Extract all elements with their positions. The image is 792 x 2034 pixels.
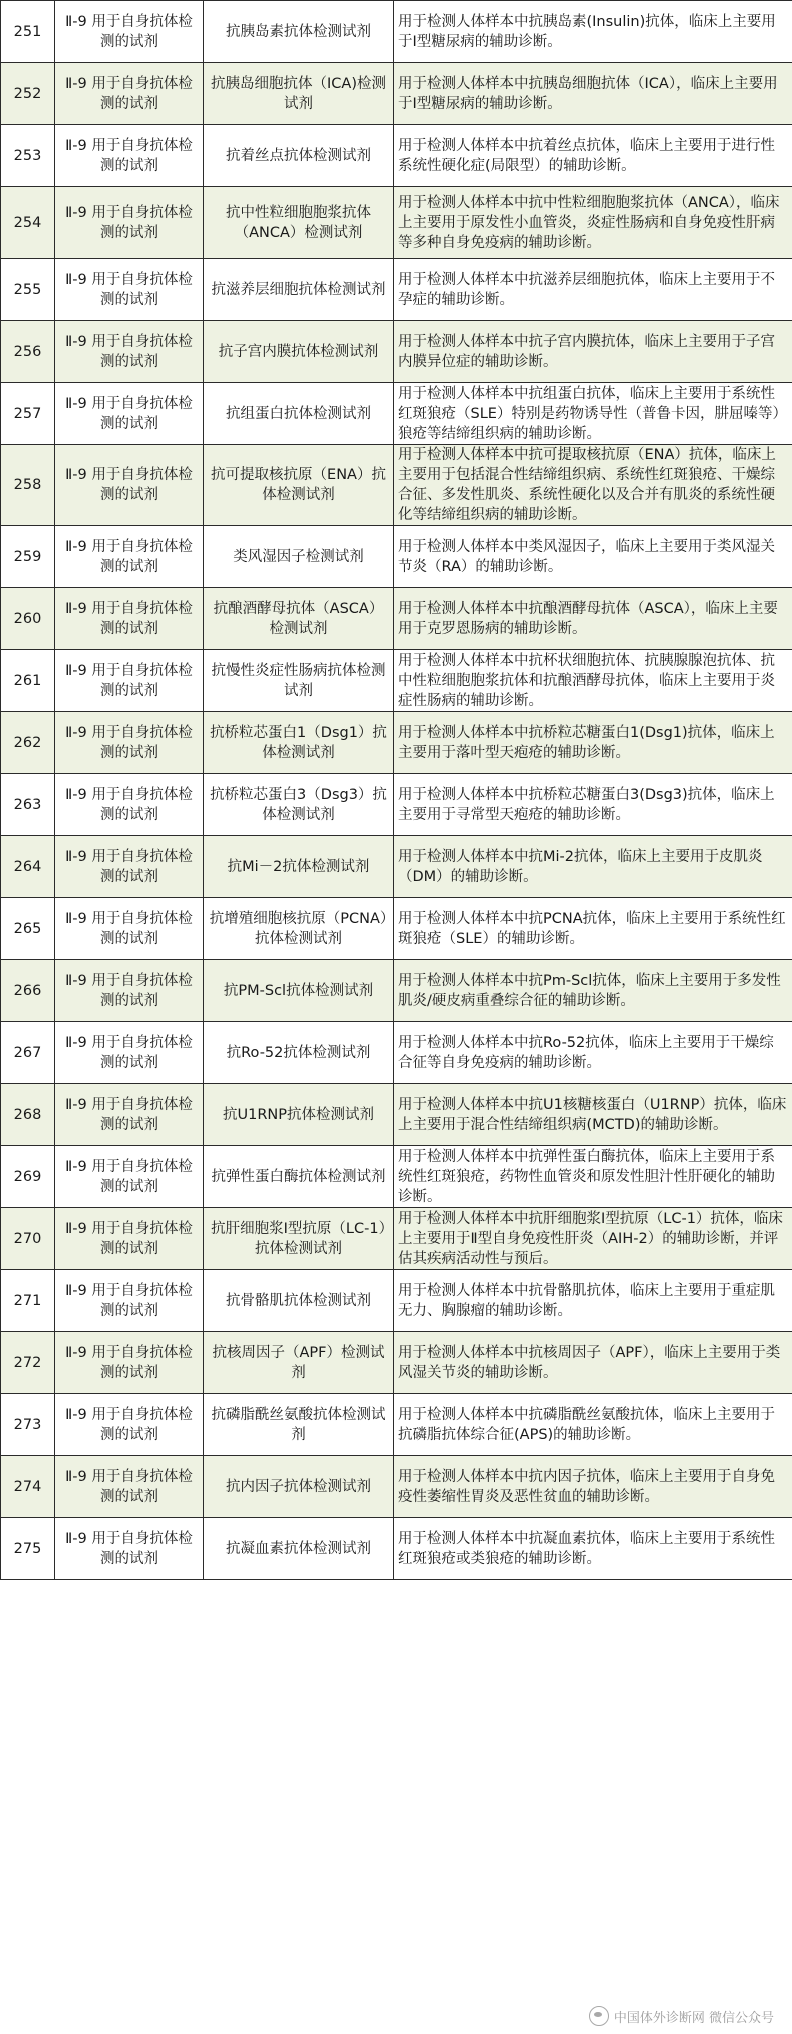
row-category: Ⅱ-9 用于自身抗体检测的试剂	[55, 383, 204, 445]
row-category: Ⅱ-9 用于自身抗体检测的试剂	[55, 1084, 204, 1146]
row-intended-use: 用于检测人体样本中抗子宫内膜抗体，临床上主要用于子宫内膜异位症的辅助诊断。	[394, 321, 792, 383]
row-product-name: 抗骨骼肌抗体检测试剂	[204, 1270, 394, 1332]
row-category: Ⅱ-9 用于自身抗体检测的试剂	[55, 1456, 204, 1518]
table-row	[1, 526, 792, 588]
watermark	[589, 2006, 774, 2026]
row-intended-use: 用于检测人体样本中抗中性粒细胞胞浆抗体（ANCA），临床上主要用于原发性小血管炎，炎症性肠病和自身免疫性肝病等多种自身免疫病的辅助诊断。	[394, 187, 792, 259]
table-row	[1, 898, 792, 960]
row-product-name: 抗弹性蛋白酶抗体检测试剂	[204, 1146, 394, 1208]
row-product-name: 抗磷脂酰丝氨酸抗体检测试剂	[204, 1394, 394, 1456]
row-number: 263	[1, 774, 55, 836]
row-intended-use: 用于检测人体样本中抗U1核糖核蛋白（U1RNP）抗体，临床上主要用于混合性结缔组织病(MCTD)的辅助诊断。	[394, 1084, 792, 1146]
table-row	[1, 187, 792, 259]
row-category: Ⅱ-9 用于自身抗体检测的试剂	[55, 1, 204, 63]
row-intended-use: 用于检测人体样本中抗桥粒芯糖蛋白1(Dsg1)抗体，临床上主要用于落叶型天疱疮的辅助诊断。	[394, 712, 792, 774]
row-number: 254	[1, 187, 55, 259]
row-product-name: 抗着丝点抗体检测试剂	[204, 125, 394, 187]
row-number: 264	[1, 836, 55, 898]
watermark-text: 中国体外诊断网 微信公众号	[613, 2010, 774, 2026]
table-row	[1, 712, 792, 774]
wechat-icon	[589, 2006, 609, 2026]
row-category: Ⅱ-9 用于自身抗体检测的试剂	[55, 63, 204, 125]
row-number: 255	[1, 259, 55, 321]
row-product-name: 抗酿酒酵母抗体（ASCA）检测试剂	[204, 588, 394, 650]
row-intended-use: 用于检测人体样本中抗胰岛细胞抗体（ICA），临床上主要用于Ⅰ型糖尿病的辅助诊断。	[394, 63, 792, 125]
row-category: Ⅱ-9 用于自身抗体检测的试剂	[55, 445, 204, 526]
row-product-name: 类风湿因子检测试剂	[204, 526, 394, 588]
table-row	[1, 1270, 792, 1332]
row-number: 258	[1, 445, 55, 526]
row-category: Ⅱ-9 用于自身抗体检测的试剂	[55, 1146, 204, 1208]
row-number: 260	[1, 588, 55, 650]
row-intended-use: 用于检测人体样本中抗滋养层细胞抗体，临床上主要用于不孕症的辅助诊断。	[394, 259, 792, 321]
row-product-name: 抗内因子抗体检测试剂	[204, 1456, 394, 1518]
row-intended-use: 用于检测人体样本中抗Pm-Scl抗体，临床上主要用于多发性肌炎/硬皮病重叠综合征的辅助诊断。	[394, 960, 792, 1022]
row-number: 266	[1, 960, 55, 1022]
row-number: 251	[1, 1, 55, 63]
table-row	[1, 1332, 792, 1394]
row-category: Ⅱ-9 用于自身抗体检测的试剂	[55, 259, 204, 321]
row-intended-use: 用于检测人体样本中类风湿因子，临床上主要用于类风湿关节炎（RA）的辅助诊断。	[394, 526, 792, 588]
row-number: 269	[1, 1146, 55, 1208]
row-category: Ⅱ-9 用于自身抗体检测的试剂	[55, 321, 204, 383]
row-product-name: 抗中性粒细胞胞浆抗体（ANCA）检测试剂	[204, 187, 394, 259]
table-row	[1, 774, 792, 836]
table-row	[1, 259, 792, 321]
row-product-name: 抗滋养层细胞抗体检测试剂	[204, 259, 394, 321]
table-row	[1, 836, 792, 898]
table-row	[1, 445, 792, 526]
row-product-name: 抗肝细胞浆Ⅰ型抗原（LC-1）抗体检测试剂	[204, 1208, 394, 1270]
row-number: 270	[1, 1208, 55, 1270]
row-number: 274	[1, 1456, 55, 1518]
table-row	[1, 321, 792, 383]
table-row	[1, 1456, 792, 1518]
row-intended-use: 用于检测人体样本中抗Ro-52抗体，临床上主要用于干燥综合征等自身免疫病的辅助诊断。	[394, 1022, 792, 1084]
table-row	[1, 1518, 792, 1580]
row-intended-use: 用于检测人体样本中抗组蛋白抗体，临床上主要用于系统性红斑狼疮（SLE）特别是药物诱导性（普鲁卡因，肼屈嗪等）狼疮等结缔组织病的辅助诊断。	[394, 383, 792, 445]
row-product-name: 抗Ro-52抗体检测试剂	[204, 1022, 394, 1084]
row-category: Ⅱ-9 用于自身抗体检测的试剂	[55, 1394, 204, 1456]
table-row	[1, 1208, 792, 1270]
row-intended-use: 用于检测人体样本中抗骨骼肌抗体，临床上主要用于重症肌无力、胸腺瘤的辅助诊断。	[394, 1270, 792, 1332]
row-number: 271	[1, 1270, 55, 1332]
row-number: 252	[1, 63, 55, 125]
row-intended-use: 用于检测人体样本中抗内因子抗体，临床上主要用于自身免疫性萎缩性胃炎及恶性贫血的辅助诊断。	[394, 1456, 792, 1518]
row-product-name: 抗慢性炎症性肠病抗体检测试剂	[204, 650, 394, 712]
table-row	[1, 383, 792, 445]
row-category: Ⅱ-9 用于自身抗体检测的试剂	[55, 1518, 204, 1580]
row-category: Ⅱ-9 用于自身抗体检测的试剂	[55, 898, 204, 960]
row-category: Ⅱ-9 用于自身抗体检测的试剂	[55, 1208, 204, 1270]
row-category: Ⅱ-9 用于自身抗体检测的试剂	[55, 1270, 204, 1332]
row-category: Ⅱ-9 用于自身抗体检测的试剂	[55, 960, 204, 1022]
row-number: 272	[1, 1332, 55, 1394]
row-number: 275	[1, 1518, 55, 1580]
row-product-name: 抗可提取核抗原（ENA）抗体检测试剂	[204, 445, 394, 526]
row-intended-use: 用于检测人体样本中抗核周因子（APF），临床上主要用于类风湿关节炎的辅助诊断。	[394, 1332, 792, 1394]
row-intended-use: 用于检测人体样本中抗弹性蛋白酶抗体，临床上主要用于系统性红斑狼疮，药物性血管炎和原发性胆汁性肝硬化的辅助诊断。	[394, 1146, 792, 1208]
row-product-name: 抗桥粒芯蛋白1（Dsg1）抗体检测试剂	[204, 712, 394, 774]
row-product-name: 抗组蛋白抗体检测试剂	[204, 383, 394, 445]
row-product-name: 抗子宫内膜抗体检测试剂	[204, 321, 394, 383]
row-intended-use: 用于检测人体样本中抗着丝点抗体，临床上主要用于进行性系统性硬化症(局限型）的辅助诊断。	[394, 125, 792, 187]
table-row	[1, 1394, 792, 1456]
row-number: 268	[1, 1084, 55, 1146]
row-number: 273	[1, 1394, 55, 1456]
row-product-name: 抗U1RNP抗体检测试剂	[204, 1084, 394, 1146]
table-row	[1, 1022, 792, 1084]
row-number: 267	[1, 1022, 55, 1084]
row-number: 253	[1, 125, 55, 187]
row-category: Ⅱ-9 用于自身抗体检测的试剂	[55, 1332, 204, 1394]
row-intended-use: 用于检测人体样本中抗胰岛素(Insulin)抗体，临床上主要用于Ⅰ型糖尿病的辅助诊断。	[394, 1, 792, 63]
row-number: 265	[1, 898, 55, 960]
row-product-name: 抗胰岛细胞抗体（ICA)检测试剂	[204, 63, 394, 125]
row-intended-use: 用于检测人体样本中抗PCNA抗体，临床上主要用于系统性红斑狼疮（SLE）的辅助诊断。	[394, 898, 792, 960]
row-intended-use: 用于检测人体样本中抗桥粒芯糖蛋白3(Dsg3)抗体，临床上主要用于寻常型天疱疮的辅助诊断。	[394, 774, 792, 836]
row-category: Ⅱ-9 用于自身抗体检测的试剂	[55, 712, 204, 774]
row-product-name: 抗桥粒芯蛋白3（Dsg3）抗体检测试剂	[204, 774, 394, 836]
table-body	[1, 1, 792, 1580]
row-intended-use: 用于检测人体样本中抗凝血素抗体，临床上主要用于系统性红斑狼疮或类狼疮的辅助诊断。	[394, 1518, 792, 1580]
row-category: Ⅱ-9 用于自身抗体检测的试剂	[55, 836, 204, 898]
table-row	[1, 588, 792, 650]
table-row	[1, 1, 792, 63]
row-product-name: 抗增殖细胞核抗原（PCNA）抗体检测试剂	[204, 898, 394, 960]
row-intended-use: 用于检测人体样本中抗磷脂酰丝氨酸抗体，临床上主要用于抗磷脂抗体综合征(APS)的辅助诊断。	[394, 1394, 792, 1456]
row-product-name: 抗凝血素抗体检测试剂	[204, 1518, 394, 1580]
row-intended-use: 用于检测人体样本中抗杯状细胞抗体、抗胰腺腺泡抗体、抗中性粒细胞胞浆抗体和抗酿酒酵母抗体，临床上主要用于炎症性肠病的辅助诊断。	[394, 650, 792, 712]
table-row	[1, 125, 792, 187]
row-number: 259	[1, 526, 55, 588]
table-row	[1, 63, 792, 125]
row-category: Ⅱ-9 用于自身抗体检测的试剂	[55, 125, 204, 187]
row-category: Ⅱ-9 用于自身抗体检测的试剂	[55, 187, 204, 259]
row-number: 257	[1, 383, 55, 445]
row-category: Ⅱ-9 用于自身抗体检测的试剂	[55, 1022, 204, 1084]
row-category: Ⅱ-9 用于自身抗体检测的试剂	[55, 650, 204, 712]
row-product-name: 抗核周因子（APF）检测试剂	[204, 1332, 394, 1394]
row-number: 256	[1, 321, 55, 383]
row-intended-use: 用于检测人体样本中抗酿酒酵母抗体（ASCA），临床上主要用于克罗恩肠病的辅助诊断。	[394, 588, 792, 650]
table-row	[1, 960, 792, 1022]
row-product-name: 抗胰岛素抗体检测试剂	[204, 1, 394, 63]
row-product-name: 抗Mi－2抗体检测试剂	[204, 836, 394, 898]
row-intended-use: 用于检测人体样本中抗Mi-2抗体，临床上主要用于皮肌炎（DM）的辅助诊断。	[394, 836, 792, 898]
row-category: Ⅱ-9 用于自身抗体检测的试剂	[55, 588, 204, 650]
table-row	[1, 650, 792, 712]
row-number: 262	[1, 712, 55, 774]
row-intended-use: 用于检测人体样本中抗肝细胞浆Ⅰ型抗原（LC-1）抗体，临床上主要用于Ⅱ型自身免疫性肝炎（AIH-2）的辅助诊断，并评估其疾病活动性与预后。	[394, 1208, 792, 1270]
row-intended-use: 用于检测人体样本中抗可提取核抗原（ENA）抗体，临床上主要用于包括混合性结缔组织病、系统性红斑狼疮、干燥综合征、多发性肌炎、系统性硬化以及合并有肌炎的系统性硬化等结缔组织病的辅助诊断。	[394, 445, 792, 526]
row-product-name: 抗PM-Scl抗体检测试剂	[204, 960, 394, 1022]
row-number: 261	[1, 650, 55, 712]
row-category: Ⅱ-9 用于自身抗体检测的试剂	[55, 526, 204, 588]
table-row	[1, 1084, 792, 1146]
row-category: Ⅱ-9 用于自身抗体检测的试剂	[55, 774, 204, 836]
table-row	[1, 1146, 792, 1208]
